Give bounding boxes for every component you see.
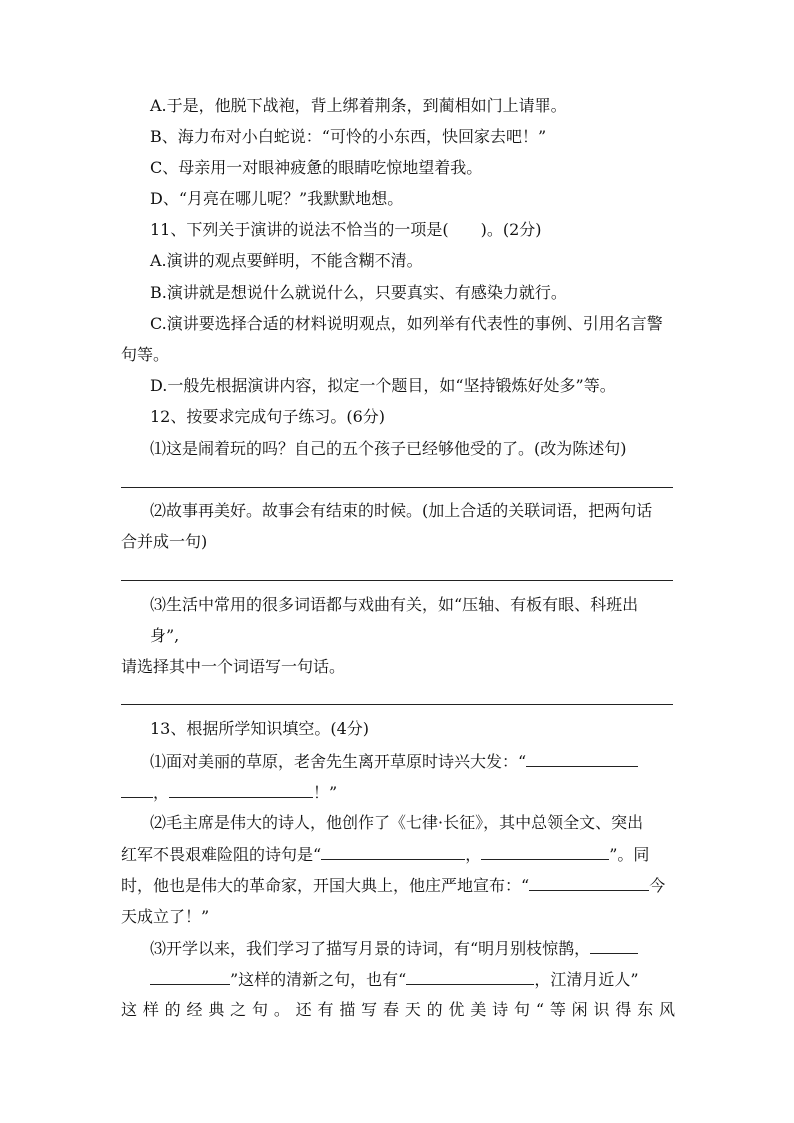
q10-option-d: D、“月亮在哪儿呢？”我默默地想。 xyxy=(150,189,404,208)
q13-1-blank-a-cont[interactable] xyxy=(121,781,153,798)
q12-sentence-1: ⑴这是闹着玩的吗？自己的五个孩子已经够他受的了。(改为陈述句) xyxy=(150,439,627,458)
q13-item-2-line2 xyxy=(121,843,651,866)
q12-answer-line-3[interactable] xyxy=(121,704,673,705)
q12-sentence-3-line3: 请选择其中一个词语写一句话。 xyxy=(121,657,346,676)
q13-item-1-line2 xyxy=(121,781,651,804)
q13-2-text-c: ， xyxy=(465,845,482,864)
q12-sentence-3-line1: ⑶生活中常用的很多词语都与戏曲有关，如“压轴、有板有眼、科班出 xyxy=(150,595,639,614)
q13-3-text-b: ”这样的清新之句，也有“ xyxy=(230,970,407,989)
q13-item-3-line1 xyxy=(150,937,680,960)
q13-2-text-e: 时，他也是伟大的革命家，开国大典上，他庄严地宣布：“ xyxy=(121,876,530,895)
q11-option-d: D.一般先根据演讲内容，拟定一个题目，如“坚持锻炼好处多”等。 xyxy=(150,376,616,395)
q12-sentence-2-line1: ⑵故事再美好。故事会有结束的时候。(加上合适的关联词语，把两句话 xyxy=(150,501,653,520)
q12-answer-line-1[interactable] xyxy=(121,487,673,488)
q12-answer-line-2[interactable] xyxy=(121,580,673,581)
q11-option-b: B.演讲就是想说什么就说什么，只要真实、有感染力就行。 xyxy=(150,283,567,302)
q13-3-blank-a[interactable] xyxy=(590,937,638,954)
q13-1-blank-a[interactable] xyxy=(526,750,638,767)
q13-1-text-b: ， xyxy=(153,783,170,802)
q13-item-3-line2 xyxy=(150,968,680,991)
q12-sentence-3-line2: 身”, xyxy=(150,626,180,645)
q10-option-c: C、母亲用一对眼神疲惫的眼睛吃惊地望着我。 xyxy=(150,158,483,177)
q13-1-blank-b[interactable] xyxy=(169,781,313,798)
q12-stem: 12、按要求完成句子练习。(6分) xyxy=(150,407,386,426)
q11-option-c-line1: C.演讲要选择合适的材料说明观点，如列举有代表性的事例、引用名言警 xyxy=(150,314,663,333)
q13-2-text-f: 今 xyxy=(649,876,666,895)
q13-item-2-line4: 天成立了！” xyxy=(121,907,210,926)
q13-1-text-a: ⑴面对美丽的草原，老舍先生离开草原时诗兴大发：“ xyxy=(150,752,527,771)
q13-item-2-line1: ⑵毛主席是伟大的诗人，他创作了《七律·长征》，其中总领全文、突出 xyxy=(150,813,644,832)
q11-option-c-line2: 句等。 xyxy=(121,345,170,364)
q13-2-blank-b[interactable] xyxy=(481,843,609,860)
q11-stem: 11、下列关于演讲的说法不恰当的一项是( )。(2分) xyxy=(150,220,542,239)
q13-3-blank-a-cont[interactable] xyxy=(150,968,230,985)
q13-item-2-line3 xyxy=(121,874,666,897)
q12-sentence-2-line2: 合并成一句) xyxy=(121,532,208,551)
q13-3-text-a: ⑶开学以来，我们学习了描写月景的诗词，有“明月别枝惊鹊， xyxy=(150,939,591,958)
q13-2-blank-c[interactable] xyxy=(529,874,649,891)
q13-2-text-d: ”。同 xyxy=(609,845,650,864)
q10-option-a: A.于是，他脱下战袍，背上绑着荆条，到蔺相如门上请罪。 xyxy=(150,96,567,115)
q13-item-3-line3: 这样的经典之句。还有描写春天的优美诗句“等闲识得东风 xyxy=(121,1000,675,1019)
q13-1-text-c: ！” xyxy=(313,783,338,802)
q13-stem: 13、根据所学知识填空。(4分) xyxy=(150,719,370,738)
q13-2-text-b: 红军不畏艰难险阻的诗句是“ xyxy=(121,845,322,864)
q11-option-a: A.演讲的观点要鲜明，不能含糊不清。 xyxy=(150,251,423,270)
q13-3-text-c: ，江清月近人” xyxy=(534,970,639,989)
q10-option-b: B、海力布对小白蛇说：“可怜的小东西，快回家去吧！” xyxy=(150,127,547,146)
q13-item-1-line1 xyxy=(150,750,680,773)
q13-2-blank-a[interactable] xyxy=(321,843,465,860)
q13-3-blank-b[interactable] xyxy=(406,968,534,985)
